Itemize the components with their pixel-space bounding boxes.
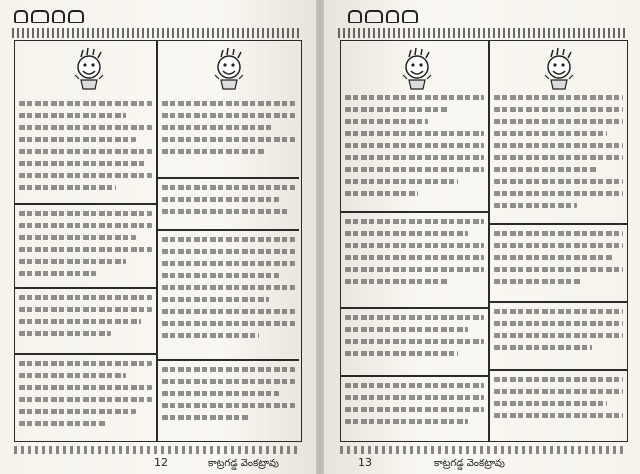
page-number: 12 xyxy=(154,456,168,469)
joke-box xyxy=(15,95,156,201)
page-number: 13 xyxy=(358,456,372,469)
left-page xyxy=(0,0,316,474)
header-script-icon xyxy=(14,8,84,24)
joke-box xyxy=(490,91,627,221)
joke-box xyxy=(15,357,156,437)
top-border-ornament-icon xyxy=(12,28,302,38)
joke-grid xyxy=(14,40,302,442)
joke-box xyxy=(341,215,488,305)
cartoon-face-icon xyxy=(207,47,251,91)
header-script-icon xyxy=(348,8,418,24)
joke-box xyxy=(341,91,488,209)
joke-box xyxy=(158,95,299,175)
right-page xyxy=(324,0,640,474)
bottom-border-ornament-icon xyxy=(340,446,626,454)
author-name: కాట్రగడ్డ వెంకట్రావు xyxy=(434,458,505,469)
joke-box xyxy=(158,363,299,437)
author-name: కాట్రగడ్డ వెంకట్రావు xyxy=(208,458,279,469)
joke-box xyxy=(490,227,627,299)
joke-box xyxy=(490,305,627,367)
top-border-ornament-icon xyxy=(338,28,628,38)
joke-box xyxy=(158,181,299,227)
cartoon-face-icon xyxy=(67,47,111,91)
joke-box xyxy=(341,379,488,437)
joke-grid xyxy=(340,40,628,442)
cartoon-face-icon xyxy=(537,47,581,91)
cartoon-face-icon xyxy=(395,47,439,91)
joke-box xyxy=(15,207,156,285)
bottom-border-ornament-icon xyxy=(14,446,300,454)
joke-box xyxy=(341,311,488,373)
joke-box xyxy=(158,233,299,357)
joke-box xyxy=(490,373,627,437)
joke-box xyxy=(15,291,156,351)
